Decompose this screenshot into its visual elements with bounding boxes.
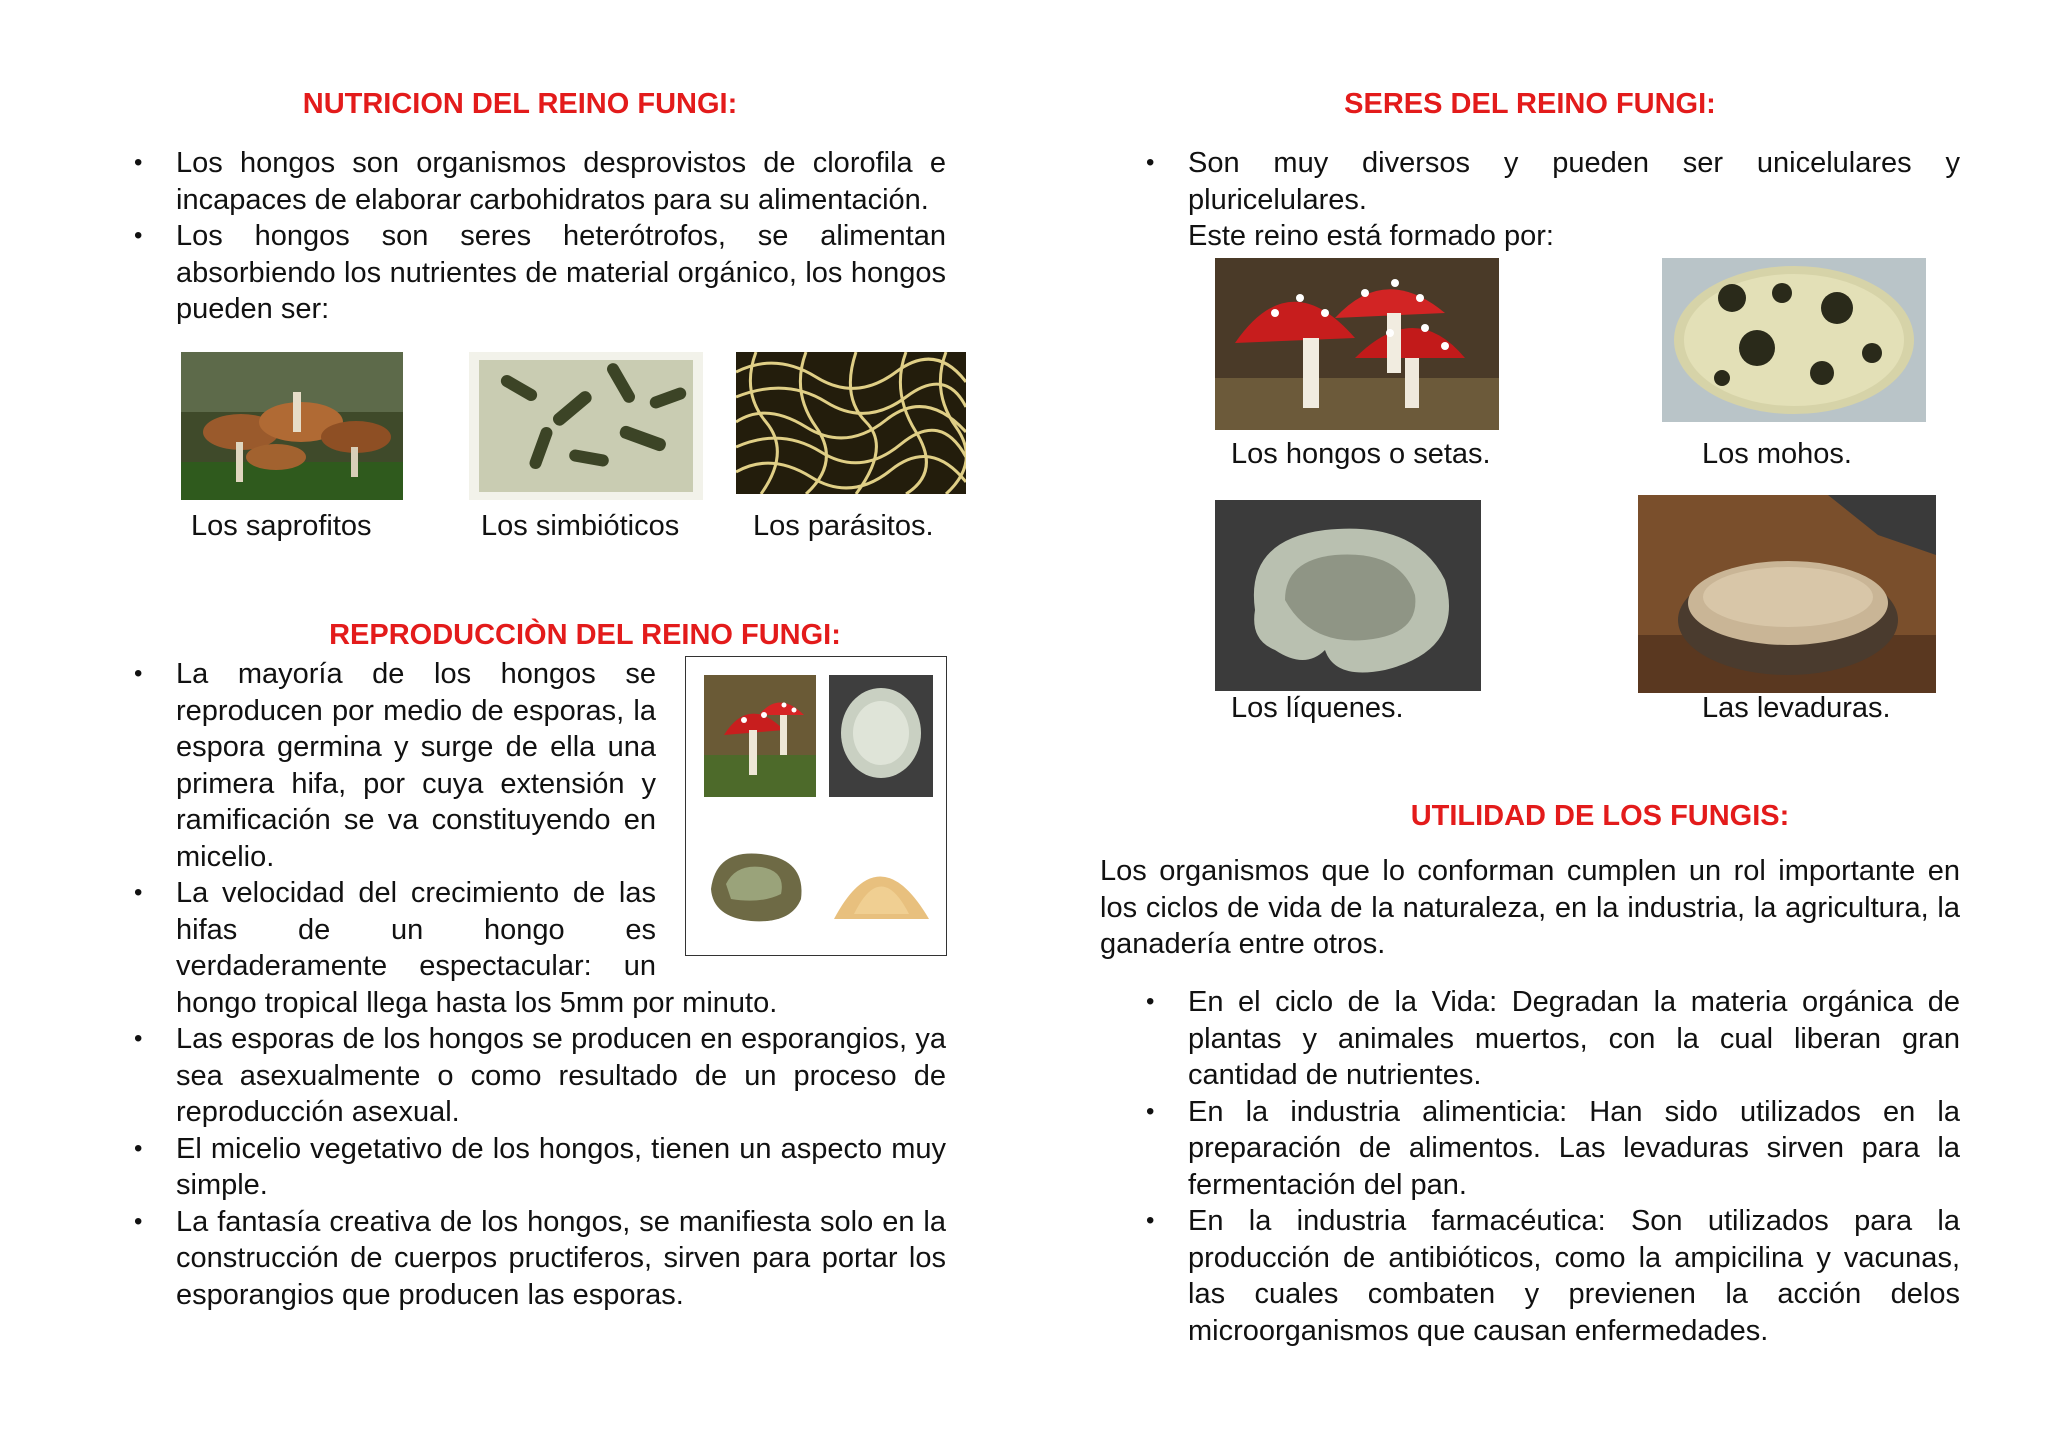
list-item: • En la industria farmacéutica: Son utilizados para la producción de antibióticos, como la ampicilina y vacunas, las cuales combaten y previenen la acción delos microorganismos que causan enfermedades. [1188, 1203, 1960, 1349]
seres-list [1188, 145, 1960, 218]
caption-saprofitos: Los saprofitos [191, 510, 372, 542]
saprofitos-image [181, 352, 403, 500]
mohos-image [1662, 258, 1926, 422]
simbioticos-image [469, 352, 703, 500]
list-item: • Son muy diversos y pueden ser unicelulares y pluricelulares. [1188, 145, 1960, 218]
caption-simbioticos: Los simbióticos [481, 510, 680, 542]
utilidad-list [1188, 984, 1960, 1349]
utilidad-paragraph: Los organismos que lo conforman cumplen un rol importante en los ciclos de vida de la naturaleza, en la industria, la agricultura, la ganadería entre otros. [1100, 855, 1960, 960]
levaduras-image [1638, 495, 1936, 693]
caption-parasitos: Los parásitos. [753, 510, 934, 542]
reproduccion-title: REPRODUCCIÒN DEL REINO FUNGI: [329, 619, 841, 651]
list-item: • Los hongos son seres heterótrofos, se alimentan absorbiendo los nutrientes de material orgánico, los hongos pueden ser: [176, 218, 946, 328]
caption-setas: Los hongos o setas. [1231, 438, 1491, 470]
nutricion-title: NUTRICION DEL REINO FUNGI: [302, 88, 738, 120]
caption-levaduras: Las levaduras. [1702, 692, 1891, 724]
reproduccion-body [176, 656, 946, 1313]
utilidad-title: UTILIDAD DE LOS FUNGIS: [1410, 800, 1790, 832]
list-item: • La fantasía creativa de los hongos, se manifiesta solo en la construcción de cuerpos pructiferos, sirven para portar los esporangios que producen las esporas. [176, 1204, 946, 1314]
list-item: • La velocidad del crecimiento de las hifas de un hongo es verdaderamente espectacular: un hongo tropical llega hasta los 5mm por minuto. [176, 875, 946, 1021]
list-item: • Las esporas de los hongos se producen en esporangios, ya sea asexualmente o como resultado de un proceso de reproducción asexual. [176, 1021, 946, 1131]
liquenes-image [1215, 500, 1481, 691]
setas-image [1215, 258, 1499, 430]
caption-mohos: Los mohos. [1702, 438, 1852, 470]
parasitos-image [736, 352, 966, 494]
seres-title: SERES DEL REINO FUNGI: [1344, 88, 1716, 120]
list-item: • En la industria alimenticia: Han sido utilizados en la preparación de alimentos. Las levaduras sirven para la fermentación del pan. [1188, 1094, 1960, 1204]
list-item: • Los hongos son organismos desprovistos de clorofila e incapaces de elaborar carbohidratos para su alimentación. [176, 145, 946, 218]
list-item: • El micelio vegetativo de los hongos, tienen un aspecto muy simple. [176, 1131, 946, 1204]
seres-intro: Este reino está formado por: [1188, 220, 1554, 252]
list-item: • En el ciclo de la Vida: Degradan la materia orgánica de plantas y animales muertos, con la cual liberan gran cantidad de nutrientes. [1188, 984, 1960, 1094]
caption-liquenes: Los líquenes. [1231, 692, 1404, 724]
nutricion-list [176, 145, 946, 328]
list-item: • La mayoría de los hongos se reproducen por medio de esporas, la espora germina y surge de ella una primera hifa, por cuya extensión y ramificación se va constituyendo en micelio. [176, 656, 946, 875]
